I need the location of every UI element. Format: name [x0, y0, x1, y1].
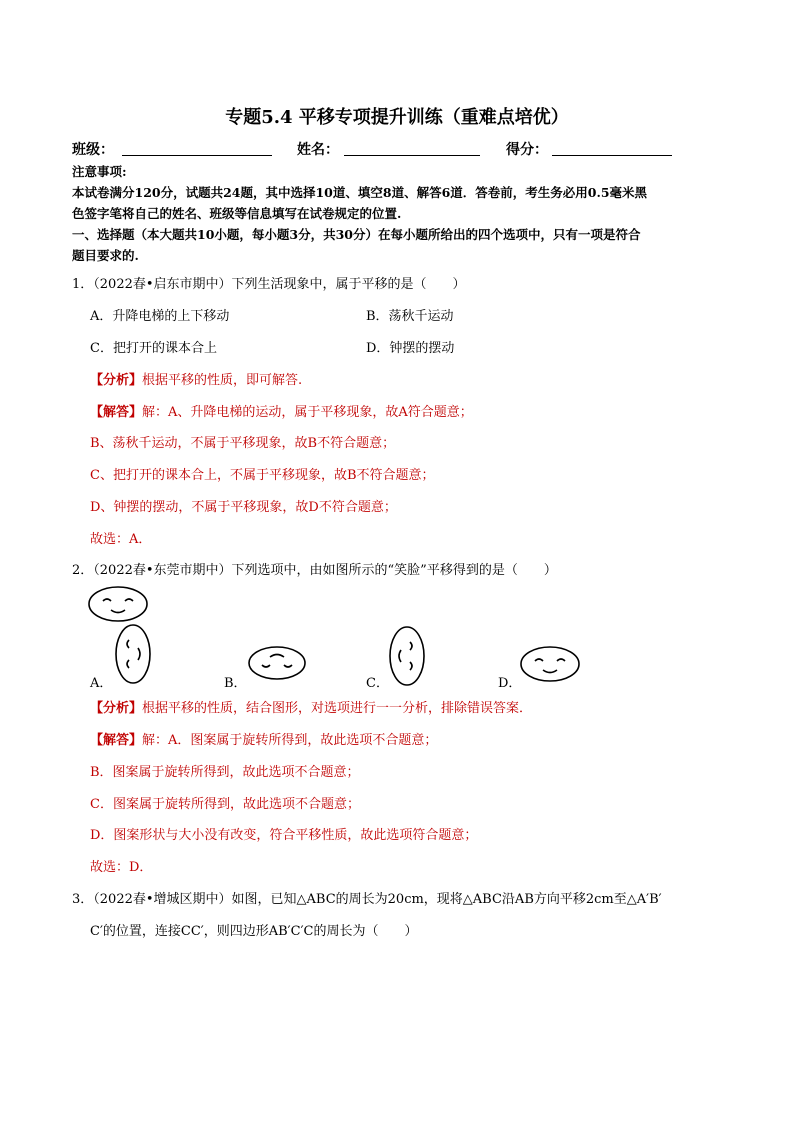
q1-conclusion: 故选：A． — [90, 532, 152, 547]
q2-answer-text-1: 解：A．图案属于旋转所得到，故此选项不合题意； — [142, 733, 438, 748]
q2-analysis-text: 根据平移的性质，结合图形，对选项进行一一分析，排除错误答案． — [142, 701, 533, 716]
q1-stem: 1．（2022春•启东市期中）下列生活现象中，属于平移的是（ ） — [72, 277, 466, 292]
q2-option-b-figure[interactable] — [248, 646, 306, 680]
q2-option-b-label[interactable]: B． — [224, 676, 247, 691]
notice-label: 注意事项: — [72, 164, 127, 179]
section-heading-line-1: 一、选择题（本大题共10小题，每小题3分，共30分）在每小题所给出的四个选项中，只有一项是符合 — [72, 227, 641, 242]
q2-option-d-label[interactable]: D． — [498, 676, 522, 691]
q1-option-c[interactable]: C．把打开的课本合上 — [90, 341, 217, 356]
reference-smiley-figure — [88, 586, 148, 622]
q1-answer-text-1: 解：A、升降电梯的运动，属于平移现象，故A符合题意； — [142, 405, 473, 420]
q1-option-b[interactable]: B．荡秋千运动 — [366, 309, 454, 324]
page-title: 专题5.4 平移专项提升训练（重难点培优） — [225, 107, 569, 128]
q1-answer-line-2: B、荡秋千运动，不属于平移现象，故B不符合题意； — [90, 436, 396, 451]
q3-stem-line-1: 3．（2022春•增城区期中）如图，已知△ABC的周长为20cm，现将△ABC沿AB方向平移2cm至△A′B′ — [72, 892, 662, 907]
name-label: 姓名： — [297, 142, 339, 158]
q1-answer-tag: 【解答】 — [90, 405, 143, 420]
q1-analysis — [90, 369, 302, 388]
score-label: 得分： — [506, 142, 548, 158]
q2-answer-line-4: D．图案形状与大小没有改变，符合平移性质，故此选项符合题意； — [90, 828, 478, 843]
q1-answer-line-4: D、钟摆的摆动，不属于平移现象，故D不符合题意； — [90, 500, 397, 515]
q1-answer-line-3: C、把打开的课本合上，不属于平移现象，故B不符合题意； — [90, 468, 435, 483]
q2-option-c-label[interactable]: C． — [366, 676, 389, 691]
q2-analysis-tag: 【分析】 — [90, 701, 143, 716]
q2-option-a-figure[interactable] — [114, 624, 152, 684]
class-field-line[interactable] — [122, 155, 272, 156]
q2-answer-line-1 — [90, 729, 437, 748]
score-field-line[interactable] — [552, 155, 672, 156]
q1-option-a[interactable]: A．升降电梯的上下移动 — [90, 309, 230, 324]
section-heading-line-2: 题目要求的. — [72, 248, 139, 263]
q1-analysis-text: 根据平移的性质，即可解答. — [142, 373, 303, 388]
q1-answer-line-1 — [90, 401, 473, 420]
class-label: 班级： — [72, 142, 114, 158]
notice-line-2: 色签字笔将自己的姓名、班级等信息填写在试卷规定的位置. — [72, 206, 402, 221]
q1-analysis-tag: 【分析】 — [90, 373, 143, 388]
q2-analysis — [90, 697, 532, 716]
q2-option-d-figure[interactable] — [520, 646, 580, 682]
q2-conclusion: 故选：D． — [90, 860, 153, 875]
q2-stem: 2．（2022春•东莞市期中）下列选项中，由如图所示的“笑脸”平移得到的是（ ） — [72, 563, 557, 578]
q2-answer-line-3: C．图案属于旋转所得到，故此选项不合题意； — [90, 797, 360, 812]
q1-option-d[interactable]: D．钟摆的摆动 — [366, 341, 455, 356]
q2-option-a-label[interactable]: A． — [90, 676, 113, 691]
q2-option-c-figure[interactable] — [388, 626, 426, 686]
q2-answer-line-2: B．图案属于旋转所得到，故此选项不合题意； — [90, 765, 360, 780]
q3-stem-line-2: C′的位置，连接CC′，则四边形AB′C′C的周长为（ ） — [90, 924, 418, 939]
name-field-line[interactable] — [344, 155, 480, 156]
notice-line-1: 本试卷满分120分，试题共24题，其中选择10道、填空8道、解答6道．答卷前，考生务必用0.5毫米黑 — [72, 185, 648, 200]
q2-answer-tag: 【解答】 — [90, 733, 143, 748]
